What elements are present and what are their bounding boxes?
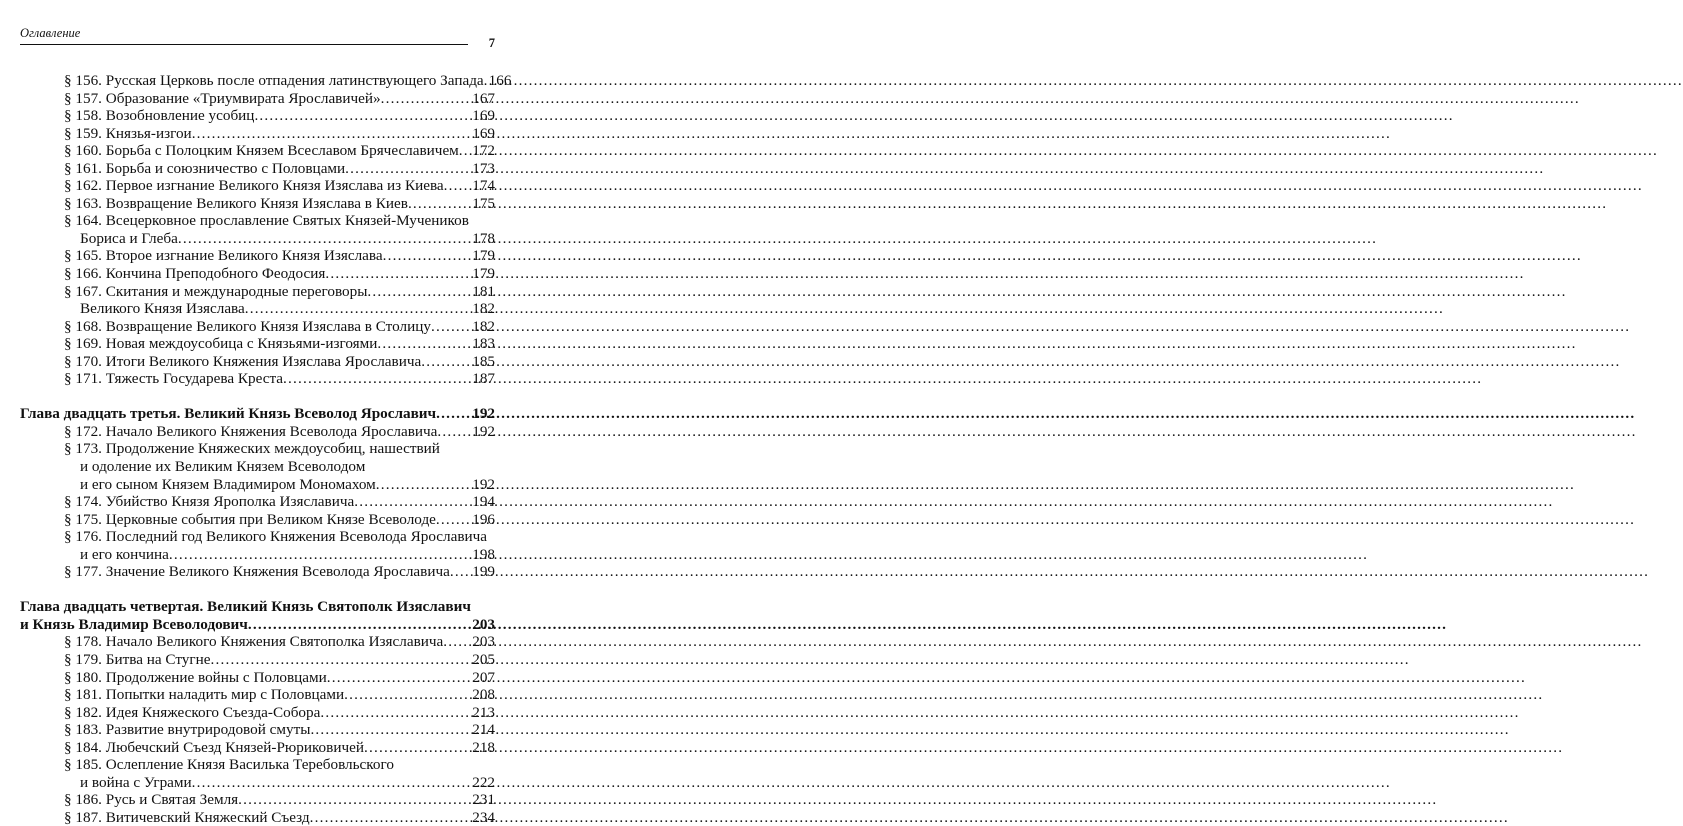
toc-entry-title: § 175. Церковные события при Великом Князе Всеволоде	[64, 510, 436, 528]
toc-entry	[20, 160, 495, 178]
toc-entry-page: 214	[472, 721, 495, 739]
toc-entry-title: § 168. Возвращение Великого Князя Изяслава в Столицу	[64, 317, 431, 335]
toc-entry-title: § 163. Возвращение Великого Князя Изяслава в Киев	[64, 194, 408, 212]
toc-entry	[20, 195, 495, 213]
dot-leader	[192, 125, 472, 143]
toc-entry-page: 213	[472, 703, 495, 721]
toc-entry	[20, 72, 512, 90]
toc-entry-page: 234	[472, 808, 495, 826]
dot-leader	[283, 370, 471, 388]
toc-entry-title: § 174. Убийство Князя Ярополка Изяславича	[64, 493, 355, 511]
dot-leader	[310, 809, 472, 826]
toc-entry-page: 179	[472, 265, 495, 283]
toc-entry-page: 169	[472, 124, 495, 142]
toc-entry-title: § 171. Тяжесть Государева Креста	[64, 370, 284, 388]
toc-entry-title: и его кончина	[80, 545, 169, 563]
dot-leader	[436, 405, 471, 423]
toc-entry-title: § 185. Ослепление Князя Василька Теребовльского	[64, 756, 394, 774]
toc-entry-title: § 179. Битва на Стугне	[64, 650, 211, 668]
toc-entry-page: 172	[472, 142, 495, 160]
toc-entry	[20, 335, 495, 353]
toc-entry	[20, 230, 495, 248]
toc-entry-page: 166	[488, 72, 512, 89]
dot-leader	[367, 283, 471, 301]
toc-entry-title: § 169. Новая междоусобица с Князьями-изгоями	[64, 335, 378, 353]
dot-leader	[178, 230, 471, 248]
dot-leader	[377, 335, 471, 353]
toc-entry-page: 205	[472, 650, 495, 668]
toc-entry	[20, 651, 495, 669]
toc-entry-title: Глава двадцать третья. Великий Князь Всеволод Ярославич	[20, 405, 437, 423]
dot-leader	[192, 774, 472, 792]
toc-entry	[20, 283, 495, 301]
toc-entry	[20, 476, 495, 494]
dot-leader	[383, 247, 472, 265]
toc-entry-title: и Князь Владимир Всеволодович	[20, 615, 248, 633]
toc-entry-title: § 172. Начало Великого Княжения Всеволода Ярославича	[64, 422, 438, 440]
toc-entry-title: и одоление их Великим Князем Всеволодом	[80, 457, 366, 475]
toc-entry	[20, 546, 495, 564]
dot-leader	[450, 563, 471, 581]
toc-entry-title: § 182. Идея Княжеского Съезда-Собора	[64, 703, 321, 721]
dot-leader	[238, 791, 471, 809]
toc-entry	[20, 212, 495, 230]
header-rule	[20, 44, 468, 45]
toc-entry-page: 218	[472, 738, 495, 756]
dot-leader	[381, 90, 472, 108]
dot-leader	[421, 353, 471, 371]
toc-entry	[20, 633, 495, 651]
toc-entry-title: § 165. Второе изгнание Великого Князя Изяслава	[64, 247, 383, 265]
toc-entry-title: Великого Князя Изяслава	[80, 300, 245, 318]
toc-entry-title: § 178. Начало Великого Княжения Святополка Изяславича	[64, 633, 444, 651]
toc-entry-title: § 158. Возобновление усобиц	[64, 107, 255, 125]
dot-leader	[325, 265, 471, 283]
dot-leader	[169, 546, 471, 564]
toc-entry-title: § 161. Борьба и союзничество с Половцами	[64, 159, 346, 177]
toc-entry	[20, 791, 495, 809]
dot-leader	[431, 318, 471, 336]
toc-entry	[20, 774, 495, 792]
toc-entry-page: 179	[472, 247, 495, 265]
toc-entry-page: 208	[472, 686, 495, 704]
toc-entry	[20, 756, 495, 774]
dot-leader	[320, 704, 471, 722]
toc-entry-page: 173	[472, 159, 495, 177]
toc-entry-page: 196	[472, 510, 495, 528]
toc-entry	[20, 265, 495, 283]
toc-entry-title: § 186. Русь и Святая Земля	[64, 791, 239, 809]
toc-entry-page: 167	[472, 89, 495, 107]
toc-entry-title: § 164. Всецерковное прославление Святых Князей-Мучеников	[64, 212, 469, 230]
toc-entry-title: § 160. Борьба с Полоцким Князем Всеславом Брячеславичем	[64, 142, 459, 160]
toc-entry	[20, 739, 495, 757]
toc-entry	[20, 318, 495, 336]
running-header	[20, 26, 495, 48]
toc-entry-page: 181	[472, 282, 495, 300]
toc-entry	[20, 686, 495, 704]
toc-entry-title: § 173. Продолжение Княжеских междоусобиц, нашествий	[64, 440, 440, 458]
toc-entry-title: § 166. Кончина Преподобного Феодосия	[64, 265, 326, 283]
dot-leader	[443, 633, 471, 651]
dot-leader	[310, 721, 471, 739]
toc-entry	[20, 142, 495, 160]
dot-leader	[327, 669, 471, 687]
toc-entry	[20, 721, 495, 739]
toc-entry-title: § 162. Первое изгнание Великого Князя Изяслава из Киева	[64, 177, 444, 195]
toc-entry-page: 192	[472, 475, 495, 493]
toc-entry-title: § 157. Образование «Триумвирата Ярославичей»	[64, 89, 381, 107]
toc-entry	[20, 107, 495, 125]
toc-entry	[20, 511, 495, 529]
toc-entry	[20, 669, 495, 687]
dot-leader	[210, 651, 471, 669]
toc-entry-page: 178	[472, 229, 495, 247]
toc-entry-page: 169	[472, 107, 495, 125]
toc-entry	[20, 440, 495, 458]
toc-chapter-entry	[20, 598, 495, 616]
toc-entry-page: 192	[472, 422, 495, 440]
toc-entry-page: 231	[472, 791, 495, 809]
toc-entry-page: 199	[472, 563, 495, 581]
toc-entry	[20, 247, 495, 265]
dot-leader	[376, 476, 471, 494]
toc-chapter-entry	[20, 616, 495, 634]
toc-spacer	[20, 388, 495, 406]
toc-entry-title: Бориса и Глеба	[80, 229, 178, 247]
toc-chapter-entry	[20, 405, 495, 423]
toc-entry-title: § 156. Русская Церковь после отпадения латинствующего Запада	[64, 72, 484, 89]
toc-entry-page: 207	[472, 668, 495, 686]
toc-entry-page: 174	[472, 177, 495, 195]
toc-entry	[20, 90, 495, 108]
toc-entry-title: § 176. Последний год Великого Княжения Всеволода Ярославича	[64, 528, 488, 546]
dot-leader	[254, 107, 471, 125]
toc-entry-page: 203	[472, 615, 495, 633]
toc-entry-title: и его сыном Князем Владимиром Мономахом	[80, 475, 376, 493]
page-number: 7	[488, 36, 495, 50]
toc-entry	[20, 528, 495, 546]
header-title: Оглавление	[20, 26, 81, 40]
toc-entry	[20, 563, 495, 581]
dot-leader	[444, 177, 472, 195]
toc-entry-page: 182	[472, 317, 495, 335]
toc-entry-title: Глава двадцать четвертая. Великий Князь Святополк Изяславич	[20, 598, 471, 616]
table-of-contents	[20, 72, 512, 826]
toc-entry	[20, 300, 495, 318]
toc-entry	[20, 125, 495, 143]
toc-entry-page: 194	[472, 493, 495, 511]
toc-entry-page: 183	[472, 335, 495, 353]
toc-entry-title: и война с Уграми	[80, 773, 192, 791]
toc-entry-title: § 183. Развитие внутриродовой смуты	[64, 721, 311, 739]
toc-entry-page: 222	[472, 773, 495, 791]
toc-entry-page: 198	[472, 545, 495, 563]
toc-entry-title: § 184. Любечский Съезд Князей-Рюриковичей	[64, 738, 364, 756]
toc-entry	[20, 423, 495, 441]
dot-leader	[345, 160, 471, 178]
toc-entry-page: 185	[472, 352, 495, 370]
dot-leader	[245, 300, 471, 318]
dot-leader	[364, 739, 471, 757]
dot-leader	[459, 142, 471, 160]
toc-entry-page: 182	[472, 300, 495, 318]
toc-entry-page: 192	[472, 405, 495, 423]
toc-spacer	[20, 581, 495, 599]
toc-entry	[20, 370, 495, 388]
toc-entry	[20, 809, 495, 826]
toc-entry-page: 175	[472, 194, 495, 212]
dot-leader	[344, 686, 471, 704]
toc-entry-title: § 181. Попытки наладить мир с Половцами	[64, 686, 345, 704]
dot-leader	[437, 423, 471, 441]
toc-entry	[20, 177, 495, 195]
dot-leader	[408, 195, 471, 213]
toc-entry-title: § 170. Итоги Великого Княжения Изяслава Ярославича	[64, 352, 422, 370]
toc-entry-page: 203	[472, 633, 495, 651]
toc-entry-title: § 187. Витичевский Княжеский Съезд	[64, 808, 310, 826]
dot-leader	[248, 616, 471, 634]
dot-leader	[354, 493, 471, 511]
toc-entry	[20, 704, 495, 722]
toc-entry-title: § 159. Князья-изгои	[64, 124, 192, 142]
toc-entry-title: § 167. Скитания и международные переговоры	[64, 282, 368, 300]
toc-entry-title: § 180. Продолжение войны с Половцами	[64, 668, 327, 686]
toc-entry-page: 187	[472, 370, 495, 388]
toc-entry-title: § 177. Значение Великого Княжения Всеволода Ярославича	[64, 563, 450, 581]
dot-leader	[436, 511, 471, 529]
toc-entry	[20, 458, 495, 476]
toc-entry	[20, 493, 495, 511]
toc-entry	[20, 353, 495, 371]
